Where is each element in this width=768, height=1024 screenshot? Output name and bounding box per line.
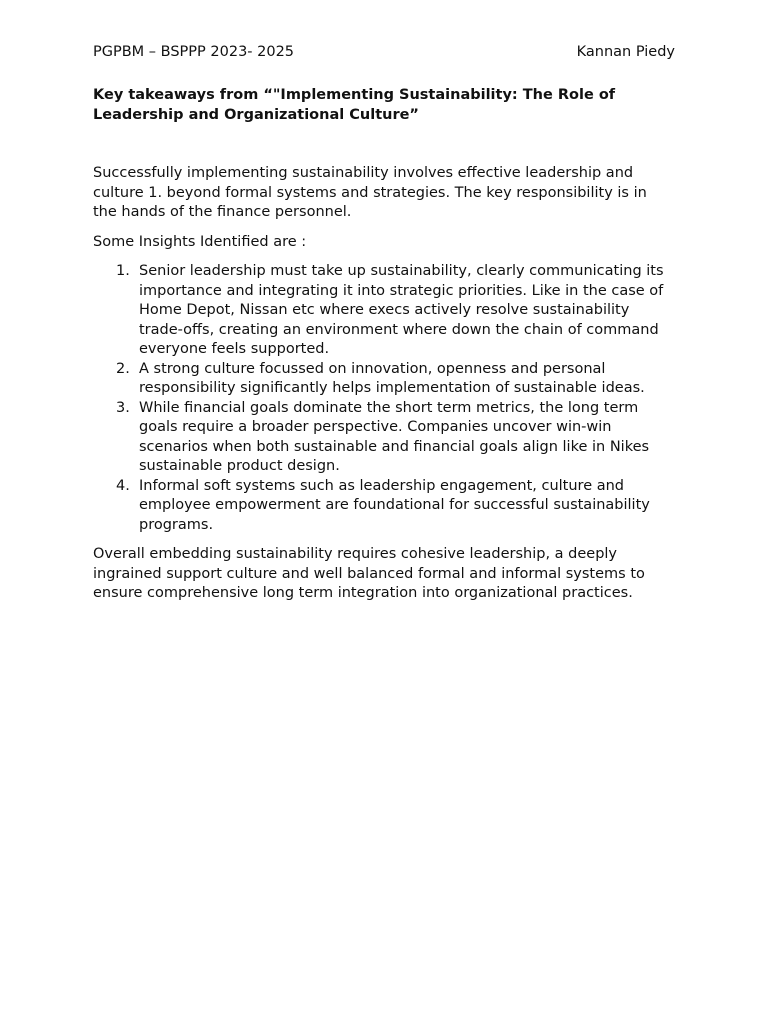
- list-item: [93, 477, 675, 536]
- insights-heading: Some Insights Identified are :: [93, 233, 307, 250]
- header-course: PGPBM – BSPPP 2023- 2025: [93, 44, 295, 60]
- list-item-text: While financial goals dominate the short term metrics, the long term goals require a broader perspective. Companies uncover win-win scenarios when both sustainable and financial goals align like in Nikes sustainable product design.: [139, 399, 650, 474]
- list-item: [93, 399, 675, 477]
- intro-paragraph: Successfully implementing sustainability involves effective leadership and culture 1. beyond formal systems and strategies. The key responsibility is in the hands of the finance personnel.: [93, 165, 647, 220]
- insights-list: [93, 262, 675, 535]
- page-header: [93, 42, 675, 62]
- document-body: [93, 164, 675, 614]
- list-item-text: Senior leadership must take up sustainability, clearly communicating its importance and integrating it into strategic priorities. Like in the case of Home Depot, Nissan etc where execs actively resolve sustainability trade-offs, creating an environment where down the chain of command everyone feels supported.: [139, 263, 664, 357]
- list-item-text: Informal soft systems such as leadership engagement, culture and employee empowerment are foundational for successful sustainability programs.: [139, 477, 650, 533]
- conclusion-paragraph: Overall embedding sustainability requires cohesive leadership, a deeply ingrained support culture and well balanced formal and informal systems to ensure comprehensive long term integration into organizational practices.: [93, 546, 645, 601]
- list-item-number: 3.: [116, 399, 130, 416]
- list-item: [93, 262, 675, 360]
- header-author: Kannan Piedy: [576, 44, 675, 60]
- list-item-text: A strong culture focussed on innovation, openness and personal responsibility significantly helps implementation of sustainable ideas.: [139, 360, 645, 396]
- document-title: Key takeaways from “"Implementing Sustainability: The Role of Leadership and Organizational Culture”: [93, 87, 616, 123]
- list-item-number: 1.: [116, 263, 130, 279]
- list-item: [93, 360, 675, 399]
- list-item-number: 2.: [116, 360, 130, 377]
- list-item-number: 4.: [116, 477, 130, 494]
